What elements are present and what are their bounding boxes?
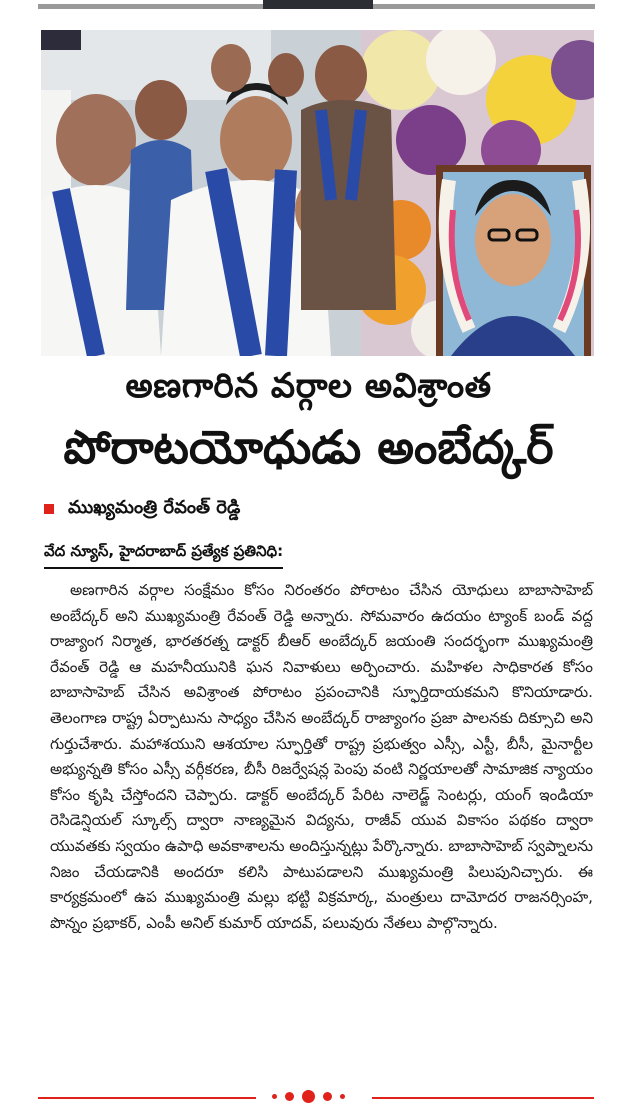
headline-line-2: పోరాటయోధుడు అంబేద్కర్ bbox=[63, 420, 554, 474]
footer-rule-right bbox=[372, 1097, 594, 1099]
top-divider-bar bbox=[38, 0, 595, 10]
dateline: వేద న్యూస్, హైదరాబాద్ ప్రత్యేక ప్రతినిధి: bbox=[44, 542, 283, 569]
footer-dots-ornament bbox=[272, 1090, 345, 1103]
footer-rule-left bbox=[38, 1097, 256, 1099]
red-square-bullet-icon bbox=[44, 504, 54, 514]
byline: ముఖ్యమంత్రి రేవంత్ రెడ్డి bbox=[68, 496, 241, 518]
byline-row bbox=[44, 496, 240, 522]
article-body: అణగారిన వర్గాల సంక్షేమం కోసం నిరంతరం పోరాటం చేసిన యోధులు బాబాసాహెబ్ అంబేద్కర్ అని ముఖ్యమంత్రి రేవంత్ రెడ్డి అన్నారు. సోమవారం ఉదయం ట్యాంక్ బండ్ వద్ద రాజ్యాంగ నిర్మాత, భారతరత్న డాక్టర్ బీఆర్ అంబేద్కర్ జయంతి సందర్భంగా ముఖ్యమంత్రి రేవంత్ రెడ్డి ఆ మహనీయునికి ఘన నివాళులు అర్పించారు. మహిళల సాధికారత కోసం బాబాసాహెబ్ చేసిన అవిశ్రాంత పోరాటం ప్రపంచానికి స్ఫూర్తిదాయకమని కొనియాడారు. తెలంగాణ రాష్ట్ర ఏర్పాటును సాధ్యం చేసిన అంబేద్కర్ రాజ్యాంగం ప్రజా పాలనకు దిక్సూచి అని గుర్తుచేశారు. మహాశయుని ఆశయాల స్ఫూర్తితో రాష్ట్ర ప్రభుత్వం ఎస్సీ, ఎస్టీ, బీసీ, మైనార్టీల అభ్యున్నతి కోసం ఎస్సీ వర్గీకరణ, బీసీ రిజర్వేషన్ల పెంపు వంటి నిర్ణయాలతో సామాజిక న్యాయం కోసం కృషి చేస్తోందని చెప్పారు. డాక్టర్ అంబేద్కర్ పేరిట నాలెడ్జ్ సెంటర్లు, యంగ్ ఇండియా రెసిడెన్షియల్ స్కూల్స్ ద్వారా నాణ్యమైన విద్యను, రాజీవ్ యువ వికాసం పథకం ద్వారా యువతకు స్వయం ఉపాధి అవకాశాలను అందిస్తున్నట్లు పేర్కొన్నారు. బాబాసాహెబ్ స్వప్నాలను నిజం చేయడానికి అందరూ కలిసి పాటుపడాలని ముఖ్యమంత్రి పిలుపునిచ్చారు. ఈ కార్యక్రమంలో ఉప ముఖ్యమంత్రి మల్లు భట్టి విక్రమార్క, మంత్రులు దామోదర రాజనర్సింహ, పొన్నం ప్రభాకర్, ఎంపీ అనిల్ కుమార్ యాదవ్, పలువురు నేతలు పాల్గొన్నారు. bbox=[50, 581, 593, 932]
headline-line-1: అణగారిన వర్గాల అవిశ్రాంత bbox=[125, 366, 492, 406]
news-photo bbox=[41, 30, 594, 356]
